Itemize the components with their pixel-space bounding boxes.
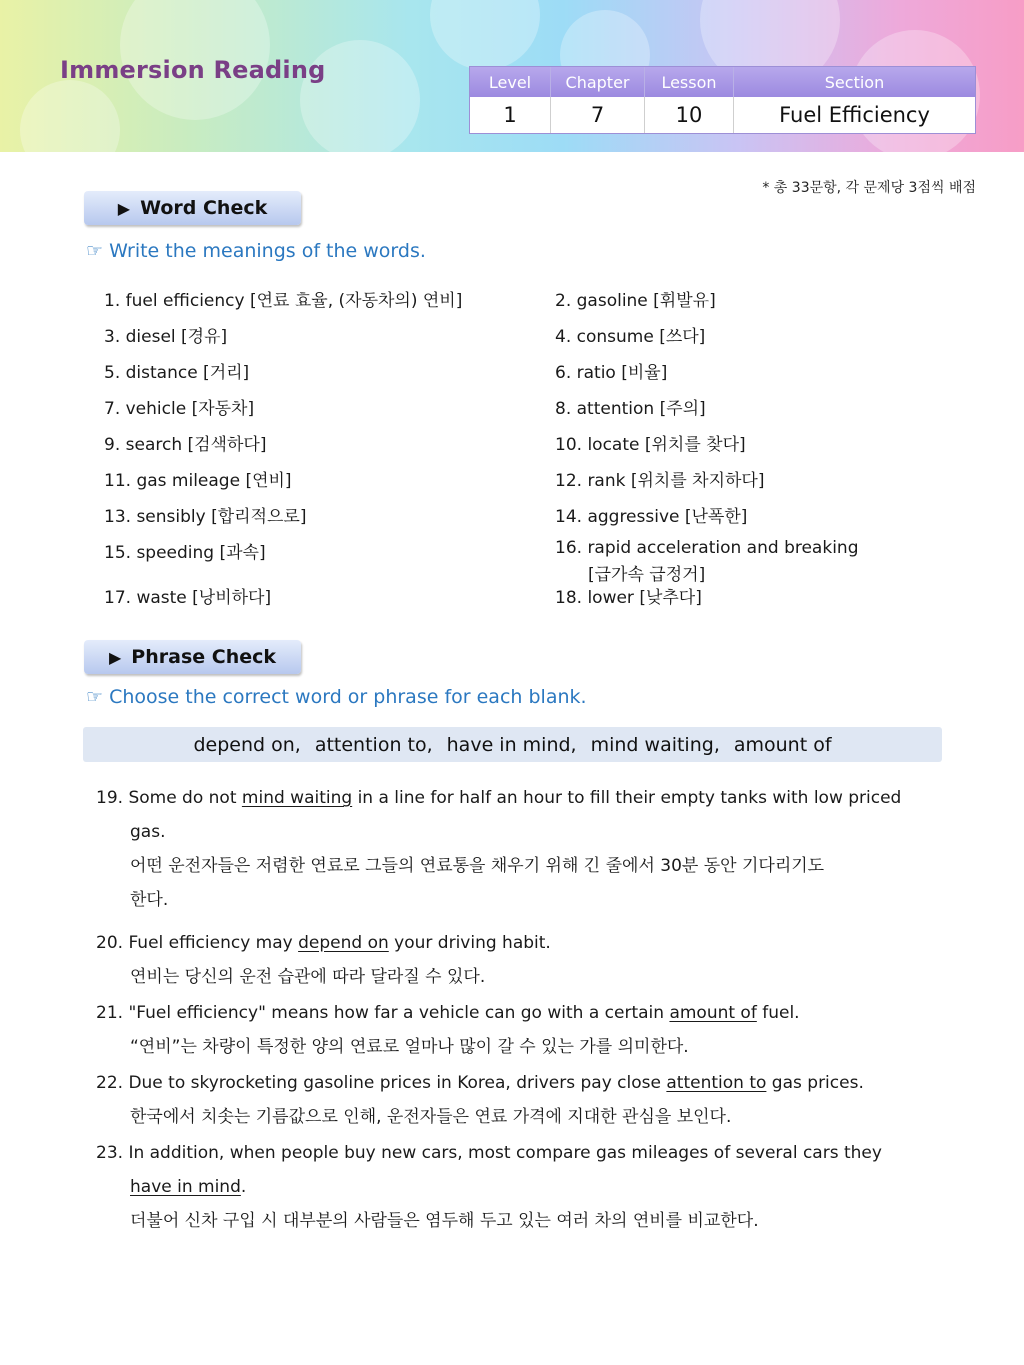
word-check-instruction: ☞ Write the meanings of the words. — [86, 240, 426, 262]
question-22 — [96, 1066, 946, 1134]
question-text: fuel. — [756, 1003, 800, 1023]
question-text-continuation — [96, 1170, 946, 1204]
list-item: 17. waste [낭비하다] — [104, 588, 272, 608]
question-text: 19. Some do not — [96, 788, 242, 808]
answer-underlined: depend on — [298, 933, 389, 953]
list-item: 14. aggressive [난폭한] — [555, 507, 748, 527]
phrase-option: amount of — [733, 733, 832, 756]
list-item: 10. locate [위치를 찾다] — [555, 435, 746, 455]
list-item: 5. distance [거리] — [104, 363, 250, 383]
answer-underlined: have in mind — [130, 1177, 241, 1197]
value-lesson: 10 — [645, 97, 734, 133]
list-item: 9. search [검색하다] — [104, 435, 267, 455]
phrase-check-title: Phrase Check — [131, 646, 277, 668]
header-level: Level — [470, 67, 551, 97]
question-23 — [96, 1136, 946, 1238]
answer-underlined: mind waiting — [241, 788, 353, 808]
scoring-note: * 총 33문항, 각 문제당 3점씩 배점 — [762, 180, 976, 196]
list-item: 13. sensibly [합리적으로] — [104, 507, 307, 527]
phrase-option: mind waiting, — [590, 733, 720, 756]
question-text: . — [240, 1177, 247, 1197]
phrase-bank — [83, 727, 942, 762]
phrase-option: depend on, — [193, 733, 301, 756]
header-section: Section — [824, 72, 885, 92]
play-triangle-icon: ▶ — [117, 198, 131, 218]
question-text: gas prices. — [766, 1073, 864, 1093]
brand-title: Immersion Reading — [60, 56, 326, 84]
word-check-header — [84, 191, 301, 225]
phrase-check-instruction: ☞ Choose the correct word or phrase for each blank. — [86, 686, 587, 708]
list-item: 7. vehicle [자동차] — [104, 399, 255, 419]
question-text-continuation: gas. — [130, 822, 166, 842]
list-item: 16. rapid acceleration and breaking — [555, 538, 859, 558]
phrase-check-header — [84, 640, 301, 674]
korean-translation: 연비는 당신의 운전 습관에 따라 달라질 수 있다. — [130, 967, 486, 987]
header-lesson: Lesson — [645, 67, 734, 97]
play-triangle-icon: ▶ — [108, 647, 122, 667]
phrase-option: have in mind, — [446, 733, 577, 756]
question-text: 22. Due to skyrocketing gasoline prices in Korea, drivers pay close — [96, 1073, 667, 1093]
answer-underlined: amount of — [669, 1003, 757, 1023]
list-item: 15. speeding [과속] — [104, 543, 266, 563]
info-table-values — [470, 97, 975, 133]
list-item: 8. attention [주의] — [555, 399, 706, 419]
korean-translation: “연비”는 차량이 특정한 양의 연료로 얼마나 많이 갈 수 있는 가를 의미한다. — [130, 1037, 689, 1057]
value-section: Fuel Efficiency — [779, 103, 930, 127]
question-19 — [96, 781, 946, 917]
korean-translation: 한국에서 치솟는 기름값으로 인해, 운전자들은 연료 가격에 지대한 관심을 보인다. — [130, 1107, 732, 1127]
header-banner — [0, 0, 1024, 152]
list-item: 3. diesel [경유] — [104, 327, 228, 347]
question-english — [96, 996, 946, 1030]
answer-underlined: attention to — [666, 1073, 767, 1093]
question-text: 20. Fuel efficiency may — [96, 933, 299, 953]
value-level: 1 — [470, 97, 551, 133]
question-text: 21. "Fuel efficiency" means how far a vehicle can go with a certain — [96, 1003, 670, 1023]
list-item: 11. gas mileage [연비] — [104, 471, 292, 491]
list-item: 4. consume [쓰다] — [555, 327, 706, 347]
word-check-title: Word Check — [140, 197, 268, 219]
list-item: 1. fuel efficiency [연료 효율, (자동차의) 연비] — [104, 291, 463, 311]
info-table-header — [470, 67, 975, 97]
list-item: 18. lower [낮추다] — [555, 588, 702, 608]
question-21 — [96, 996, 946, 1064]
header-chapter: Chapter — [551, 67, 645, 97]
list-item: 12. rank [위치를 차지하다] — [555, 471, 765, 491]
list-item: 2. gasoline [휘발유] — [555, 291, 716, 311]
list-item-continuation: [급가속 급정거] — [588, 565, 706, 585]
korean-translation-continuation: 한다. — [130, 890, 169, 910]
question-english — [96, 926, 946, 960]
question-english — [96, 781, 946, 815]
question-20 — [96, 926, 946, 994]
question-text: in a line for half an hour to fill their empty tanks with low priced — [352, 788, 902, 808]
value-chapter: 7 — [551, 97, 645, 133]
question-text: your driving habit. — [388, 933, 551, 953]
korean-translation: 더불어 신차 구입 시 대부분의 사람들은 염두해 두고 있는 여러 차의 연비를 비교한다. — [130, 1211, 759, 1231]
question-english: 23. In addition, when people buy new cars, most compare gas mileages of several cars they — [96, 1143, 882, 1163]
phrase-option: attention to, — [314, 733, 433, 756]
list-item: 6. ratio [비율] — [555, 363, 668, 383]
lesson-info-table — [469, 66, 976, 134]
question-english — [96, 1066, 946, 1100]
korean-translation: 어떤 운전자들은 저렴한 연료로 그들의 연료통을 채우기 위해 긴 줄에서 30분 동안 기다리기도 — [130, 856, 825, 876]
